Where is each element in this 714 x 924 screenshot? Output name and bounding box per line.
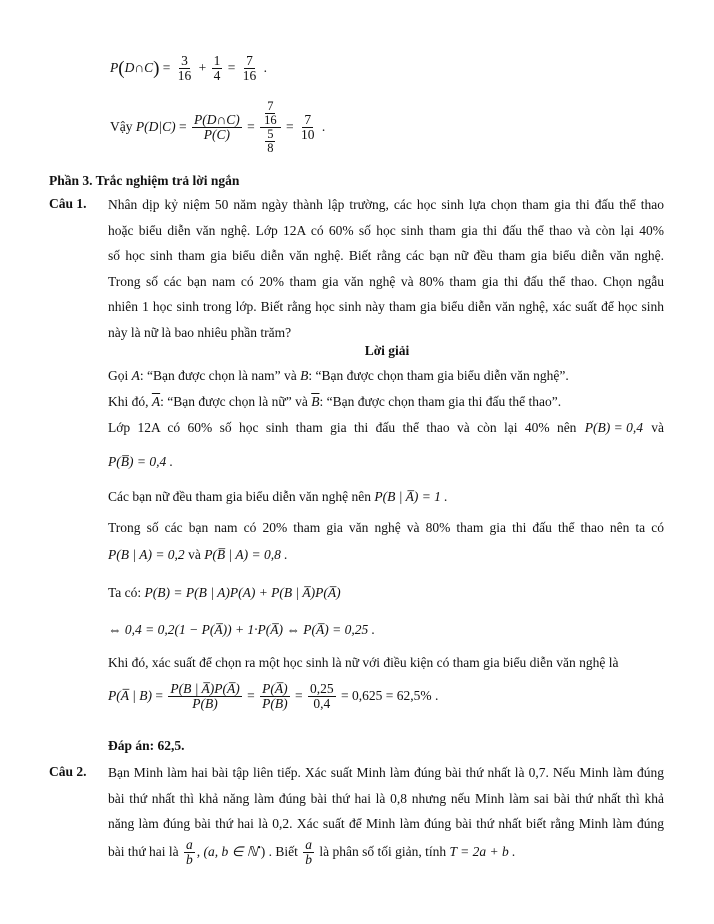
- denominator: 0,4: [313, 696, 331, 712]
- solution-line: [108, 420, 664, 436]
- math-expression: P(B̅) = 0,4 .: [108, 454, 173, 469]
- numerator: 3: [181, 53, 188, 68]
- equals: =: [175, 118, 190, 134]
- numerator: a: [186, 837, 193, 852]
- math-symbol: D∩C: [124, 59, 154, 75]
- fraction: [308, 682, 336, 711]
- fraction: [241, 54, 259, 83]
- denominator: 16: [242, 68, 257, 84]
- text: Gọi: [108, 368, 132, 383]
- text-line: Nhân dịp kỷ niệm 50 năm ngày thành lập trường, các học sinh lựa chọn tham gia thi đấu thể thao: [108, 197, 664, 212]
- text: : “Bạn được chọn là nữ” và: [160, 394, 312, 409]
- period: .: [318, 118, 326, 134]
- math-symbol: B: [300, 368, 309, 383]
- paren: (: [118, 57, 125, 79]
- denominator: [263, 128, 277, 155]
- equals: =: [295, 687, 303, 703]
- nested-fraction: [260, 100, 281, 156]
- math-expression: ⇔ 0,4 = 0,2(1 − P(A̅)) + 1·P(A̅) ⇔ P(A̅) = 0,25 .: [108, 622, 376, 637]
- text-line: số học sinh tham gia biểu diễn văn nghệ. Biết rằng các bạn nữ đều tham gia biểu diễn văn nghệ.: [108, 248, 664, 263]
- denominator: 16: [177, 68, 192, 84]
- math-expression: P(B̅ | A) = 0,8 .: [204, 547, 288, 562]
- denominator: P(B): [262, 696, 288, 712]
- math-expression: P(B | A) = 0,2: [108, 547, 185, 562]
- text: : “Bạn được chọn là nam” và: [139, 368, 301, 383]
- denominator: 10: [300, 127, 315, 143]
- equals: =: [159, 59, 174, 75]
- solution-line: [108, 368, 569, 384]
- equals: =: [243, 118, 259, 134]
- solution-line: [108, 489, 448, 505]
- text: ) . Biết: [260, 843, 302, 859]
- math-symbol: $\overline{A}$: [151, 394, 161, 409]
- text: Các bạn nữ đều tham gia biểu diễn văn nghệ nên: [108, 489, 371, 504]
- denominator: 4: [213, 68, 221, 84]
- numerator: P(D∩C): [193, 112, 240, 128]
- text: Ta có:: [108, 585, 145, 600]
- numerator: 7: [304, 112, 312, 128]
- math-expression: P(B | A̅) = 1 .: [374, 489, 448, 504]
- equals: =: [224, 59, 239, 75]
- denominator: b: [186, 852, 193, 868]
- fraction: [168, 682, 241, 711]
- numerator: P(B | A̅)P(A̅): [170, 681, 240, 696]
- denominator: 8: [267, 141, 274, 156]
- text-line: nhiên 1 học sinh trong lớp. Biết rằng học sinh này tham gia biểu diễn văn nghệ, xác suất để học sinh: [108, 299, 664, 314]
- fraction: [260, 682, 289, 711]
- plus: +: [195, 59, 210, 75]
- numerator: 5: [267, 127, 274, 142]
- numerator: [260, 100, 281, 128]
- fraction: [262, 100, 279, 127]
- text: và: [184, 547, 205, 562]
- text: Vậy: [110, 118, 136, 134]
- fraction: [299, 113, 317, 142]
- text: Lớp 12A có 60% số học sinh tham gia thi đấu thể thao và còn lại 40% nên: [108, 420, 577, 435]
- text-line: hoặc biểu diễn văn nghệ. Lớp 12A có 60% số học sinh tham gia thi đấu thể thao và còn lại 40%: [108, 222, 664, 238]
- equation-final: [108, 682, 438, 711]
- solution-line: [108, 394, 561, 410]
- numerator: a: [305, 837, 313, 852]
- numerator: 0,25: [310, 681, 334, 696]
- text: bài thứ hai là: [108, 843, 183, 859]
- math-expression: P(B) = 0,4: [584, 420, 643, 435]
- math-symbol: P(D|C): [135, 118, 176, 134]
- equation-p-d-cap-c: [110, 54, 267, 83]
- math-expression: = 0,625 = 62,5% .: [341, 687, 439, 703]
- period: .: [260, 59, 268, 75]
- numerator: 7: [246, 53, 253, 68]
- text-line: năng làm đúng bài thứ hai là 0,2. Xác suất để Minh làm đúng bài thứ nhất biết rằng Minh làm đúng: [108, 816, 664, 831]
- section-title: Phần 3. Trắc nghiệm trả lời ngắn: [49, 173, 240, 188]
- answer: Đáp án: 62,5.: [108, 738, 185, 753]
- question-1-text: [108, 192, 664, 345]
- question-2-text: [108, 760, 664, 837]
- text-line: bài thứ nhất thì khả năng làm đúng bài thứ hai là 0,8 nhưng nếu Minh làm sai bài thứ nhất thì khả: [108, 790, 664, 806]
- denominator: 16: [264, 113, 277, 128]
- text: Khi đó,: [108, 394, 152, 409]
- text: và: [651, 420, 664, 435]
- numerator: 7: [267, 99, 274, 113]
- solution-line: [108, 585, 341, 601]
- text: : “Bạn được chọn tham gia thi đấu thể thao”.: [319, 394, 562, 409]
- numerator: P(A̅): [262, 681, 288, 696]
- math-expression: , (a, b ∈ ℕ: [196, 843, 258, 859]
- solution-title: Lời giải: [364, 343, 410, 358]
- denominator: b: [305, 852, 313, 868]
- equals: =: [247, 687, 255, 703]
- question-1-label: Câu 1.: [49, 196, 87, 211]
- fraction: [176, 54, 194, 83]
- denominator: P(C): [203, 127, 230, 143]
- fraction: [303, 838, 314, 867]
- equals: =: [282, 118, 297, 134]
- math-expression: T = 2a + b .: [449, 843, 516, 859]
- solution-line: [108, 547, 288, 563]
- text-line: này là nữ là bao nhiêu phần trăm?: [108, 324, 292, 340]
- math-expression: P(A̅ | B): [108, 687, 152, 703]
- denominator: P(B): [192, 696, 218, 712]
- text-line: Trong số các bạn nam có 20% tham gia văn nghệ và 80% tham gia thi đấu thể thao. Chọn ngẫu: [108, 273, 664, 289]
- question-2-last-line: [108, 838, 516, 867]
- math-symbol: P: [110, 59, 119, 75]
- solution-line: Khi đó, xác suất để chọn ra một học sinh là nữ với điều kiện có tham gia biểu diễn văn nghệ là: [108, 655, 619, 670]
- fraction: [265, 128, 275, 155]
- paren: ): [153, 57, 160, 79]
- text: : “Bạn được chọn tham gia biểu diễn văn nghệ”.: [308, 368, 569, 383]
- math-symbol: A: [131, 368, 140, 383]
- equals: =: [155, 687, 163, 703]
- math-symbol: $\overline{B}$: [311, 394, 320, 409]
- math-expression: P(B) = P(B | A)P(A) + P(B | A̅)P(A̅): [144, 585, 341, 600]
- equation-p-d-given-c: [110, 100, 325, 156]
- star-superscript: •: [257, 842, 261, 853]
- text-line: Bạn Minh làm hai bài tập liên tiếp. Xác suất Minh làm đúng bài thứ nhất là 0,7. Nếu Minh làm đúng: [108, 765, 664, 780]
- solution-line: Trong số các bạn nam có 20% tham gia văn nghệ và 80% tham gia thi đấu thể thao nên ta có: [108, 520, 664, 535]
- text: là phân số tối giản, tính: [316, 843, 450, 859]
- fraction: [192, 113, 242, 142]
- fraction: [212, 54, 223, 83]
- numerator: 1: [213, 53, 221, 68]
- fraction: [184, 838, 195, 867]
- question-2-label: Câu 2.: [49, 764, 87, 779]
